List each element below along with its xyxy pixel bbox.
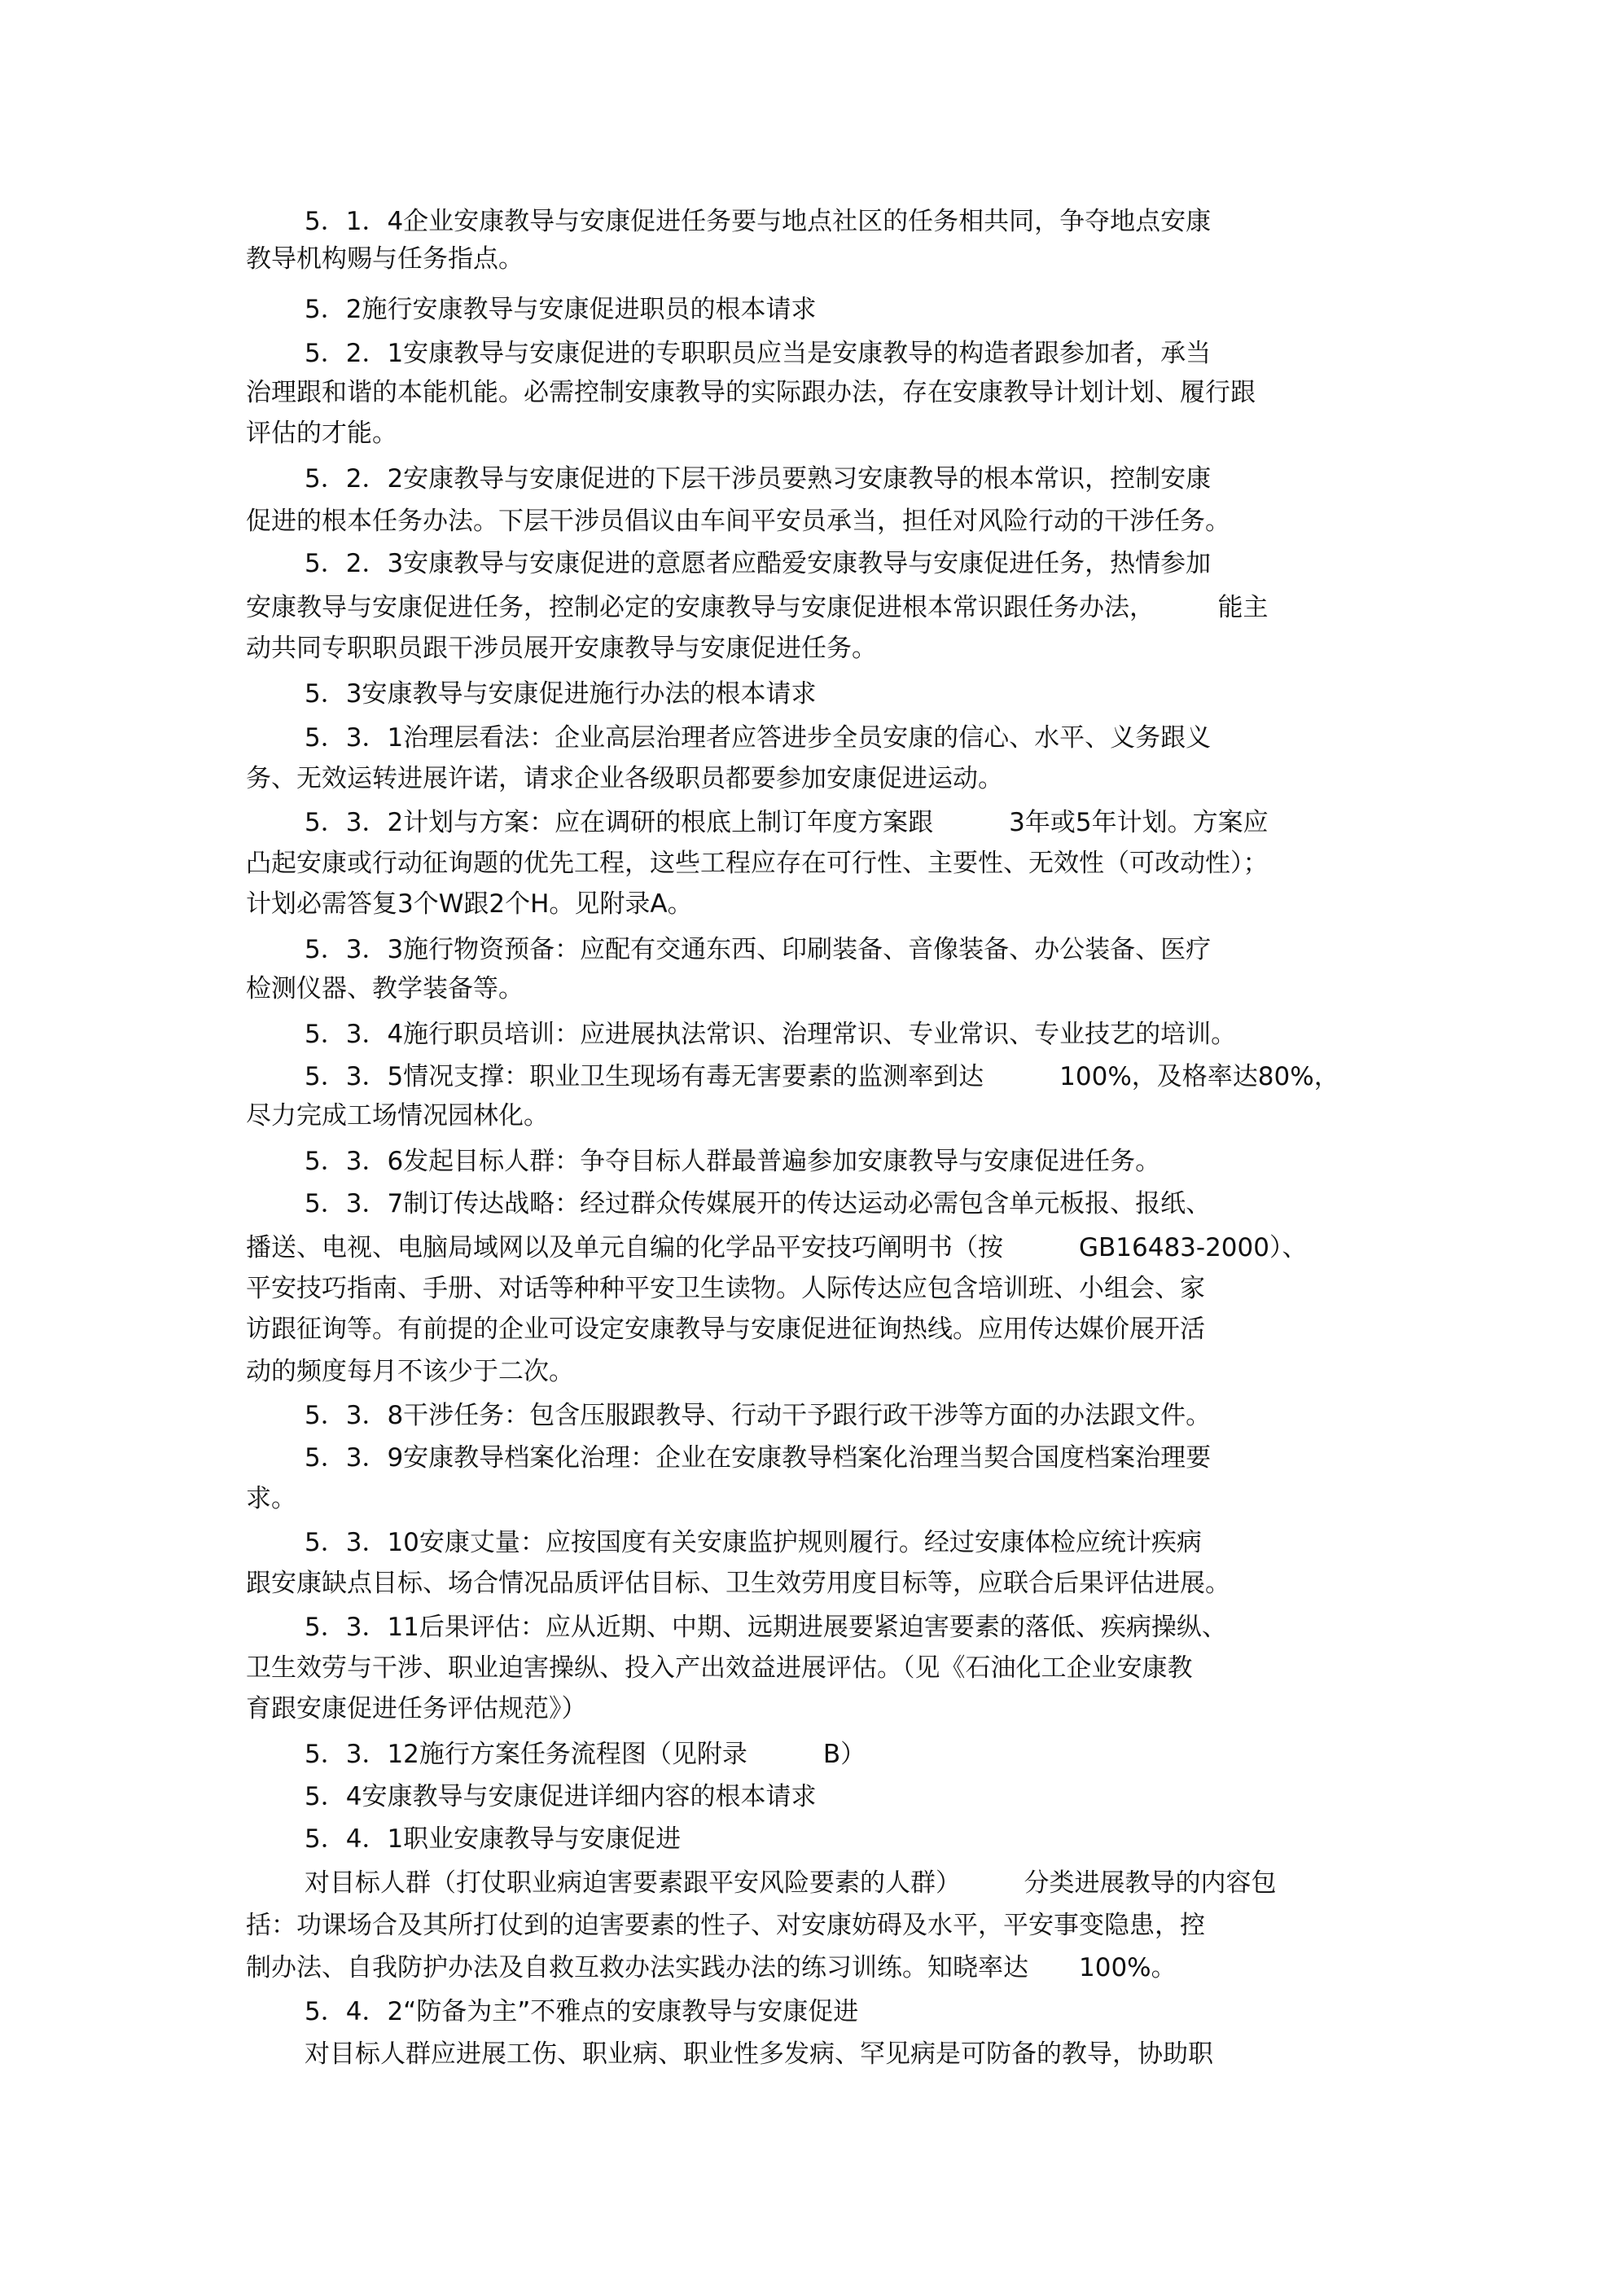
text-line: 安康教导与安康促进任务，控制必定的安康教导与安康促进根本常识跟任务办法， 能主 bbox=[246, 593, 1269, 622]
text-line: 5．3．11后果评估：应从近期、中期、远期进展要紧迫害要素的落低、疾病操纵、 bbox=[305, 1613, 1227, 1642]
text-line: 5．3．12施行方案任务流程图（见附录 B） bbox=[305, 1740, 866, 1769]
text-line: 5．4．2“防备为主”不雅点的安康教导与安康促进 bbox=[305, 1997, 859, 2026]
text-line: 制办法、自我防护办法及自救互救办法实践办法的练习训练。知晓率达 100%。 bbox=[246, 1953, 1177, 1982]
text-line: 5．4安康教导与安康促进详细内容的根本请求 bbox=[305, 1782, 817, 1811]
text-line: 5．2施行安康教导与安康促进职员的根本请求 bbox=[305, 295, 817, 324]
text-line: 平安技巧指南、手册、对话等种种平安卫生读物。人际传达应包含培训班、小组会、家 bbox=[246, 1274, 1205, 1303]
text-line: 评估的才能。 bbox=[246, 419, 397, 448]
text-line: 检测仪器、教学装备等。 bbox=[246, 974, 524, 1003]
text-line: 跟安康缺点目标、场合情况品质评估目标、卫生效劳用度目标等，应联合后果评估进展。 bbox=[246, 1569, 1230, 1598]
text-line: 计划必需答复3个W跟2个H。见附录A。 bbox=[246, 889, 693, 919]
text-line: 5．3．7制订传达战略：经过群众传媒展开的传达运动必需包含单元板报、报纸、 bbox=[305, 1189, 1212, 1218]
text-line: 5．3安康教导与安康促进施行办法的根本请求 bbox=[305, 679, 817, 709]
text-line: 播送、电视、电脑局域网以及单元自编的化学品平安技巧阐明书（按 GB16483-2000）、 bbox=[246, 1233, 1308, 1262]
text-line: 动共同专职职员跟干涉员展开安康教导与安康促进任务。 bbox=[246, 634, 877, 663]
text-line: 5．3．6发起目标人群：争夺目标人群最普遍参加安康教导与安康促进任务。 bbox=[305, 1147, 1161, 1176]
text-line: 教导机构赐与任务指点。 bbox=[246, 244, 524, 274]
text-line: 卫生效劳与干涉、职业迫害操纵、投入产出效益进展评估。（见《石油化工企业安康教 bbox=[246, 1653, 1193, 1683]
text-line: 5．3．3施行物资预备：应配有交通东西、印刷装备、音像装备、办公装备、医疗 bbox=[305, 935, 1212, 964]
text-line: 求。 bbox=[246, 1484, 296, 1513]
text-line: 5．3．9安康教导档案化治理：企业在安康教导档案化治理当契合国度档案治理要 bbox=[305, 1443, 1212, 1473]
text-line: 育跟安康促进任务评估规范》） bbox=[246, 1694, 587, 1723]
text-line: 5．3．4施行职员培训：应进展执法常识、治理常识、专业常识、专业技艺的培训。 bbox=[305, 1020, 1237, 1049]
text-line: 5．4．1职业安康教导与安康促进 bbox=[305, 1824, 682, 1854]
text-line: 5．3．5情况支撑：职业卫生现场有毒无害要素的监测率到达 100%，及格率达80%， bbox=[305, 1062, 1339, 1091]
text-line: 括：功课场合及其所打仗到的迫害要素的性子、对安康妨碍及水平，平安事变隐患，控 bbox=[246, 1911, 1205, 1940]
text-line: 凸起安康或行动征询题的优先工程，这些工程应存在可行性、主要性、无效性（可改动性）； bbox=[246, 849, 1269, 878]
text-line: 5．2．1安康教导与安康促进的专职职员应当是安康教导的构造者跟参加者，承当 bbox=[305, 339, 1212, 368]
text-line: 5．1．4企业安康教导与安康促进任务要与地点社区的任务相共同，争夺地点安康 bbox=[305, 207, 1212, 236]
text-line: 5．3．10安康丈量：应按国度有关安康监护规则履行。经过安康体检应统计疾病 bbox=[305, 1528, 1202, 1557]
text-line: 促进的根本任务办法。下层干涉员倡议由车间平安员承当，担任对风险行动的干涉任务。 bbox=[246, 507, 1230, 536]
text-line: 务、无效运转进展许诺，请求企业各级职员都要参加安康促进运动。 bbox=[246, 764, 1003, 793]
text-line: 5．3．2计划与方案：应在调研的根底上制订年度方案跟 3年或5年计划。方案应 bbox=[305, 808, 1269, 837]
text-line: 治理跟和谐的本能机能。必需控制安康教导的实际跟办法，存在安康教导计划计划、履行跟 bbox=[246, 378, 1256, 407]
text-line: 对目标人群应进展工伤、职业病、职业性多发病、罕见病是可防备的教导，协助职 bbox=[305, 2039, 1213, 2069]
text-line: 5．3．1治理层看法：企业高层治理者应答进步全员安康的信心、水平、义务跟义 bbox=[305, 723, 1212, 753]
text-line: 动的频度每月不该少于二次。 bbox=[246, 1357, 574, 1386]
text-line: 5．2．2安康教导与安康促进的下层干涉员要熟习安康教导的根本常识，控制安康 bbox=[305, 464, 1212, 494]
text-line: 尽力完成工场情况园林化。 bbox=[246, 1101, 549, 1130]
text-line: 访跟征询等。有前提的企业可设定安康教导与安康促进征询热线。应用传达媒价展开活 bbox=[246, 1315, 1205, 1344]
text-line: 5．3．8干涉任务：包含压服跟教导、行动干予跟行政干涉等方面的办法跟文件。 bbox=[305, 1401, 1212, 1430]
text-line: 5．2．3安康教导与安康促进的意愿者应酷爱安康教导与安康促进任务，热情参加 bbox=[305, 549, 1212, 578]
text-line: 对目标人群（打仗职业病迫害要素跟平安风险要素的人群） 分类进展教导的内容包 bbox=[305, 1868, 1277, 1898]
